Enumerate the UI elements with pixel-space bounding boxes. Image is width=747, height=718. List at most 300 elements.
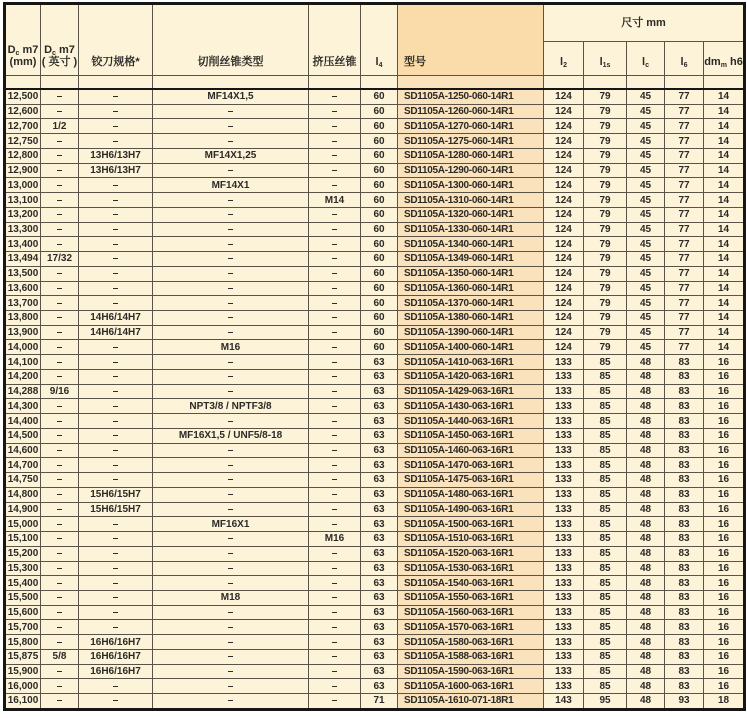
cell-l6: 83 — [665, 517, 704, 532]
cell-l6: 83 — [665, 561, 704, 576]
cell-l2: 133 — [544, 517, 584, 532]
cell-l2: 133 — [544, 679, 584, 694]
cell-l6: 77 — [665, 296, 704, 311]
cell-forming-tap: – — [309, 222, 361, 237]
cell-lc: 45 — [627, 104, 665, 119]
cell-dc-mm: 14,300 — [5, 399, 41, 414]
cell-cutting-tap-type: – — [153, 325, 309, 340]
table-row — [5, 89, 745, 104]
cell-reamer-spec: – — [79, 694, 153, 710]
cell-dmm-h6: 16 — [704, 384, 745, 399]
cell-dc-mm: 14,000 — [5, 340, 41, 355]
cell-l2: 133 — [544, 561, 584, 576]
cell-reamer-spec: – — [79, 620, 153, 635]
cell-dmm-h6: 14 — [704, 104, 745, 119]
cell-dmm-h6: 14 — [704, 148, 745, 163]
cell-model: SD1105A-1475-063-16R1 — [398, 473, 544, 488]
cell-l6: 93 — [665, 694, 704, 710]
cell-cutting-tap-type: NPT3/8 / NPTF3/8 — [153, 399, 309, 414]
cell-model: SD1105A-1260-060-14R1 — [398, 104, 544, 119]
cell-dc-mm: 14,750 — [5, 473, 41, 488]
cell-l1s: 85 — [584, 605, 627, 620]
cell-cutting-tap-type: – — [153, 237, 309, 252]
cell-dc-mm: 15,700 — [5, 620, 41, 635]
cell-l2: 133 — [544, 369, 584, 384]
cell-lc: 45 — [627, 89, 665, 104]
cell-l4: 60 — [361, 252, 398, 267]
cell-l1s: 79 — [584, 207, 627, 222]
cell-dmm-h6: 14 — [704, 222, 745, 237]
cell-l1s: 85 — [584, 517, 627, 532]
cell-reamer-spec: 14H6/14H7 — [79, 311, 153, 326]
cell-dc-inch: – — [41, 502, 79, 517]
table-row — [5, 340, 745, 355]
cell-dc-inch: – — [41, 134, 79, 149]
cell-l4: 60 — [361, 281, 398, 296]
cell-l4: 60 — [361, 311, 398, 326]
cell-model: SD1105A-1580-063-16R1 — [398, 635, 544, 650]
cell-dc-mm: 15,500 — [5, 590, 41, 605]
cell-dmm-h6: 16 — [704, 517, 745, 532]
cell-reamer-spec: – — [79, 296, 153, 311]
table-row — [5, 384, 745, 399]
cell-forming-tap: – — [309, 178, 361, 193]
cell-dc-inch: – — [41, 237, 79, 252]
cell-l1s: 79 — [584, 134, 627, 149]
cell-forming-tap: – — [309, 649, 361, 664]
cell-lc: 48 — [627, 517, 665, 532]
table-row — [5, 443, 745, 458]
header-forming-tap: 挤压丝锥 — [309, 4, 361, 76]
cell-cutting-tap-type: – — [153, 369, 309, 384]
cell-l4: 63 — [361, 635, 398, 650]
cell-cutting-tap-type: – — [153, 311, 309, 326]
spacer-cell — [79, 76, 153, 90]
cell-l4: 63 — [361, 443, 398, 458]
cell-dc-inch: – — [41, 428, 79, 443]
cell-lc: 48 — [627, 561, 665, 576]
cell-model: SD1105A-1550-063-16R1 — [398, 590, 544, 605]
cell-l2: 124 — [544, 340, 584, 355]
cell-l4: 60 — [361, 104, 398, 119]
cell-l2: 133 — [544, 635, 584, 650]
cell-l6: 83 — [665, 620, 704, 635]
cell-l1s: 85 — [584, 384, 627, 399]
cell-l1s: 85 — [584, 473, 627, 488]
table-row — [5, 163, 745, 178]
cell-dmm-h6: 14 — [704, 119, 745, 134]
cell-l2: 124 — [544, 252, 584, 267]
cell-dc-inch: – — [41, 148, 79, 163]
cell-l6: 83 — [665, 605, 704, 620]
cell-dmm-h6: 14 — [704, 178, 745, 193]
cell-forming-tap: – — [309, 119, 361, 134]
header-lc: $l_c$ — [627, 42, 665, 76]
cell-l1s: 79 — [584, 104, 627, 119]
cell-dmm-h6: 16 — [704, 532, 745, 547]
cell-forming-tap: – — [309, 399, 361, 414]
cell-dc-inch: 17/32 — [41, 252, 79, 267]
cell-l6: 77 — [665, 148, 704, 163]
spacer-cell — [665, 76, 704, 90]
cell-cutting-tap-type: MF14X1,5 — [153, 89, 309, 104]
cell-l2: 124 — [544, 311, 584, 326]
table-row — [5, 428, 745, 443]
cell-forming-tap: – — [309, 605, 361, 620]
table-row — [5, 649, 745, 664]
spacer-row — [5, 76, 745, 90]
table-row — [5, 605, 745, 620]
cell-l2: 133 — [544, 458, 584, 473]
cell-l6: 83 — [665, 458, 704, 473]
cell-reamer-spec: 16H6/16H7 — [79, 649, 153, 664]
cell-lc: 48 — [627, 576, 665, 591]
table-row — [5, 694, 745, 710]
spacer-cell — [627, 76, 665, 90]
cell-dc-inch: – — [41, 473, 79, 488]
cell-reamer-spec: 15H6/15H7 — [79, 502, 153, 517]
cell-dc-mm: 14,400 — [5, 414, 41, 429]
cell-reamer-spec: – — [79, 281, 153, 296]
cell-l1s: 79 — [584, 311, 627, 326]
cell-l1s: 85 — [584, 399, 627, 414]
table-row — [5, 576, 745, 591]
cell-reamer-spec: – — [79, 679, 153, 694]
cell-dmm-h6: 16 — [704, 502, 745, 517]
cell-reamer-spec: – — [79, 605, 153, 620]
table-row — [5, 635, 745, 650]
cell-l1s: 85 — [584, 561, 627, 576]
table-row — [5, 399, 745, 414]
cell-l6: 77 — [665, 193, 704, 208]
cell-l2: 133 — [544, 384, 584, 399]
cell-dmm-h6: 14 — [704, 134, 745, 149]
cell-forming-tap: – — [309, 281, 361, 296]
cell-model: SD1105A-1380-060-14R1 — [398, 311, 544, 326]
cell-model: SD1105A-1600-063-16R1 — [398, 679, 544, 694]
cell-reamer-spec: 16H6/16H7 — [79, 664, 153, 679]
cell-l2: 124 — [544, 325, 584, 340]
cell-l1s: 85 — [584, 664, 627, 679]
cell-forming-tap: – — [309, 414, 361, 429]
cell-cutting-tap-type: – — [153, 635, 309, 650]
cell-reamer-spec: 13H6/13H7 — [79, 163, 153, 178]
cell-lc: 45 — [627, 237, 665, 252]
cell-l4: 63 — [361, 664, 398, 679]
table-row — [5, 207, 745, 222]
cell-lc: 48 — [627, 546, 665, 561]
cell-model: SD1105A-1340-060-14R1 — [398, 237, 544, 252]
table-row — [5, 458, 745, 473]
cell-cutting-tap-type: – — [153, 694, 309, 710]
cell-l4: 60 — [361, 296, 398, 311]
header-l1s: $l_{1s}$ — [584, 42, 627, 76]
header-size-group: 尺寸 mm — [544, 4, 745, 42]
cell-l1s: 85 — [584, 369, 627, 384]
cell-cutting-tap-type: – — [153, 649, 309, 664]
cell-cutting-tap-type: – — [153, 664, 309, 679]
spacer-cell — [361, 76, 398, 90]
cell-cutting-tap-type: – — [153, 679, 309, 694]
cell-l4: 63 — [361, 517, 398, 532]
cell-forming-tap: – — [309, 384, 361, 399]
cell-forming-tap: – — [309, 296, 361, 311]
cell-l4: 60 — [361, 266, 398, 281]
cell-l1s: 85 — [584, 458, 627, 473]
cell-l4: 60 — [361, 237, 398, 252]
cell-l6: 83 — [665, 664, 704, 679]
cell-dc-mm: 13,600 — [5, 281, 41, 296]
cell-cutting-tap-type: – — [153, 266, 309, 281]
spacer-cell — [309, 76, 361, 90]
cell-l1s: 79 — [584, 178, 627, 193]
cell-lc: 48 — [627, 664, 665, 679]
cell-l4: 63 — [361, 428, 398, 443]
cell-reamer-spec: – — [79, 104, 153, 119]
table-row — [5, 104, 745, 119]
cell-forming-tap: M16 — [309, 532, 361, 547]
cell-l1s: 79 — [584, 325, 627, 340]
cell-reamer-spec: – — [79, 193, 153, 208]
cell-l1s: 79 — [584, 89, 627, 104]
cell-dc-inch: – — [41, 517, 79, 532]
cell-dc-inch: 1/2 — [41, 119, 79, 134]
cell-l2: 124 — [544, 296, 584, 311]
table-row — [5, 355, 745, 370]
cell-l6: 77 — [665, 222, 704, 237]
cell-dc-mm: 14,288 — [5, 384, 41, 399]
cell-l6: 83 — [665, 384, 704, 399]
cell-dmm-h6: 16 — [704, 355, 745, 370]
cell-dc-mm: 14,100 — [5, 355, 41, 370]
cell-dc-inch: 9/16 — [41, 384, 79, 399]
cell-dc-mm: 15,300 — [5, 561, 41, 576]
cell-l6: 83 — [665, 443, 704, 458]
cell-lc: 45 — [627, 119, 665, 134]
cell-forming-tap: – — [309, 694, 361, 710]
cell-l4: 63 — [361, 384, 398, 399]
header-reamer-spec: 铰刀规格* — [79, 4, 153, 76]
cell-forming-tap: – — [309, 134, 361, 149]
cell-l4: 63 — [361, 561, 398, 576]
table-row — [5, 281, 745, 296]
cell-forming-tap: – — [309, 355, 361, 370]
cell-l1s: 85 — [584, 428, 627, 443]
cell-cutting-tap-type: – — [153, 502, 309, 517]
cell-dc-inch: – — [41, 414, 79, 429]
cell-reamer-spec: – — [79, 266, 153, 281]
cell-model: SD1105A-1510-063-16R1 — [398, 532, 544, 547]
header-l4: $l_4$ — [361, 4, 398, 76]
cell-forming-tap: – — [309, 148, 361, 163]
cell-forming-tap: – — [309, 428, 361, 443]
cell-reamer-spec: – — [79, 561, 153, 576]
cell-l1s: 79 — [584, 340, 627, 355]
cell-l1s: 79 — [584, 119, 627, 134]
table-row — [5, 590, 745, 605]
cell-model: SD1105A-1275-060-14R1 — [398, 134, 544, 149]
cell-l1s: 85 — [584, 620, 627, 635]
cell-l4: 63 — [361, 414, 398, 429]
cell-lc: 45 — [627, 266, 665, 281]
cell-dc-inch: – — [41, 296, 79, 311]
cell-dmm-h6: 16 — [704, 576, 745, 591]
cell-model: SD1105A-1410-063-16R1 — [398, 355, 544, 370]
cell-reamer-spec: – — [79, 517, 153, 532]
cell-model: SD1105A-1490-063-16R1 — [398, 502, 544, 517]
cell-l2: 124 — [544, 178, 584, 193]
cell-dc-inch: – — [41, 664, 79, 679]
cell-l6: 77 — [665, 281, 704, 296]
cell-dc-mm: 14,800 — [5, 487, 41, 502]
cell-reamer-spec: – — [79, 134, 153, 149]
cell-lc: 45 — [627, 296, 665, 311]
cell-l6: 77 — [665, 178, 704, 193]
spacer-cell — [584, 76, 627, 90]
cell-l4: 63 — [361, 369, 398, 384]
table-row — [5, 546, 745, 561]
cell-dc-mm: 12,700 — [5, 119, 41, 134]
cell-dc-mm: 15,875 — [5, 649, 41, 664]
cell-model: SD1105A-1588-063-16R1 — [398, 649, 544, 664]
cell-l4: 63 — [361, 605, 398, 620]
spacer-cell — [41, 76, 79, 90]
cell-dc-inch: – — [41, 207, 79, 222]
cell-cutting-tap-type: – — [153, 252, 309, 267]
cell-l6: 77 — [665, 163, 704, 178]
cell-l1s: 85 — [584, 576, 627, 591]
cell-lc: 48 — [627, 414, 665, 429]
cell-dmm-h6: 16 — [704, 679, 745, 694]
cell-lc: 48 — [627, 399, 665, 414]
cell-dc-mm: 12,750 — [5, 134, 41, 149]
cell-lc: 48 — [627, 487, 665, 502]
cell-l2: 133 — [544, 487, 584, 502]
cell-reamer-spec: – — [79, 384, 153, 399]
cell-l4: 60 — [361, 178, 398, 193]
cell-model: SD1105A-1440-063-16R1 — [398, 414, 544, 429]
cell-l4: 63 — [361, 620, 398, 635]
cell-model: SD1105A-1530-063-16R1 — [398, 561, 544, 576]
cell-l1s: 85 — [584, 679, 627, 694]
cell-model: SD1105A-1400-060-14R1 — [398, 340, 544, 355]
cell-l1s: 79 — [584, 252, 627, 267]
cell-lc: 45 — [627, 163, 665, 178]
cell-dmm-h6: 16 — [704, 620, 745, 635]
cell-lc: 48 — [627, 590, 665, 605]
cell-l4: 63 — [361, 473, 398, 488]
cell-l4: 60 — [361, 340, 398, 355]
cell-l2: 124 — [544, 104, 584, 119]
cell-cutting-tap-type: MF16X1 — [153, 517, 309, 532]
cell-l2: 133 — [544, 649, 584, 664]
cell-cutting-tap-type: – — [153, 296, 309, 311]
table-row — [5, 414, 745, 429]
cell-cutting-tap-type: – — [153, 134, 309, 149]
cell-reamer-spec: – — [79, 178, 153, 193]
cell-cutting-tap-type: – — [153, 384, 309, 399]
cell-forming-tap: – — [309, 104, 361, 119]
cell-reamer-spec: – — [79, 458, 153, 473]
cell-dc-mm: 13,700 — [5, 296, 41, 311]
cell-model: SD1105A-1330-060-14R1 — [398, 222, 544, 237]
cell-dc-inch: – — [41, 590, 79, 605]
cell-l2: 124 — [544, 89, 584, 104]
cell-lc: 45 — [627, 134, 665, 149]
cell-l2: 133 — [544, 414, 584, 429]
cell-l2: 133 — [544, 532, 584, 547]
cell-l4: 60 — [361, 134, 398, 149]
cell-dc-mm: 13,400 — [5, 237, 41, 252]
cell-cutting-tap-type: – — [153, 576, 309, 591]
cell-dc-inch: – — [41, 281, 79, 296]
cell-reamer-spec: – — [79, 546, 153, 561]
cell-l2: 124 — [544, 193, 584, 208]
cell-dmm-h6: 16 — [704, 414, 745, 429]
cell-lc: 48 — [627, 428, 665, 443]
cell-l6: 83 — [665, 502, 704, 517]
cell-l6: 77 — [665, 340, 704, 355]
cell-reamer-spec: 13H6/13H7 — [79, 148, 153, 163]
cell-l6: 83 — [665, 487, 704, 502]
table-row — [5, 517, 745, 532]
cell-dc-mm: 13,800 — [5, 311, 41, 326]
cell-l4: 63 — [361, 532, 398, 547]
cell-dmm-h6: 14 — [704, 281, 745, 296]
cell-l4: 63 — [361, 399, 398, 414]
cell-dc-inch: – — [41, 694, 79, 710]
cell-dc-inch: – — [41, 546, 79, 561]
cell-l1s: 79 — [584, 281, 627, 296]
cell-forming-tap: – — [309, 89, 361, 104]
cell-lc: 48 — [627, 502, 665, 517]
cell-dc-inch: – — [41, 178, 79, 193]
cell-lc: 45 — [627, 148, 665, 163]
table-row — [5, 222, 745, 237]
cell-model: SD1105A-1300-060-14R1 — [398, 178, 544, 193]
cell-l6: 83 — [665, 355, 704, 370]
cell-dc-inch: – — [41, 355, 79, 370]
cell-l2: 133 — [544, 443, 584, 458]
cell-dmm-h6: 14 — [704, 89, 745, 104]
cell-cutting-tap-type: – — [153, 458, 309, 473]
cell-l6: 83 — [665, 399, 704, 414]
cell-dc-mm: 16,100 — [5, 694, 41, 710]
cell-dc-mm: 16,000 — [5, 679, 41, 694]
cell-dc-mm: 13,200 — [5, 207, 41, 222]
cell-dc-inch: – — [41, 532, 79, 547]
cell-l2: 124 — [544, 119, 584, 134]
cell-cutting-tap-type: – — [153, 443, 309, 458]
cell-lc: 48 — [627, 369, 665, 384]
cell-dc-inch: – — [41, 679, 79, 694]
cell-cutting-tap-type: – — [153, 193, 309, 208]
cell-l6: 83 — [665, 414, 704, 429]
cell-model: SD1105A-1430-063-16R1 — [398, 399, 544, 414]
cell-dc-mm: 15,600 — [5, 605, 41, 620]
cell-forming-tap: – — [309, 576, 361, 591]
cell-lc: 48 — [627, 532, 665, 547]
cell-reamer-spec: – — [79, 473, 153, 488]
cell-l6: 83 — [665, 635, 704, 650]
header-l2: $l_2$ — [544, 42, 584, 76]
cell-cutting-tap-type: – — [153, 207, 309, 222]
cell-model: SD1105A-1470-063-16R1 — [398, 458, 544, 473]
cell-lc: 45 — [627, 340, 665, 355]
cell-dmm-h6: 18 — [704, 694, 745, 710]
cell-forming-tap: – — [309, 443, 361, 458]
cell-dmm-h6: 16 — [704, 473, 745, 488]
